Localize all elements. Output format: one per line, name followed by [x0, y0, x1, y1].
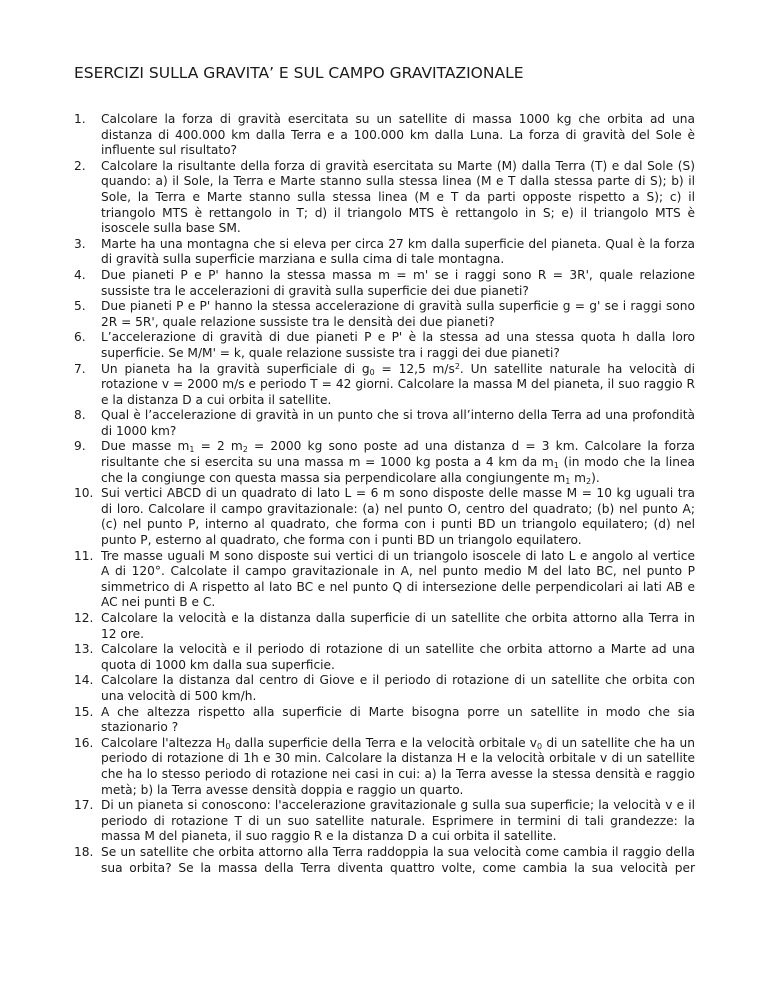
- exercise-item: [74, 798, 695, 845]
- exercise-item: [74, 112, 695, 159]
- text-run: = 2 m: [194, 439, 243, 454]
- exercise-text: Due pianeti P e P' hanno la stessa accelerazione di gravità sulla superficie g = g' se i raggi sono 2R = 5R', quale relazione sussiste tra le densità dei due pianeti?: [101, 299, 695, 329]
- subscript: 1: [553, 461, 559, 471]
- exercise-item: [74, 673, 695, 704]
- exercise-number: 13.: [74, 642, 94, 657]
- exercise-item: [74, 237, 695, 268]
- exercise-item: [74, 611, 695, 642]
- exercise-item: [74, 159, 695, 237]
- subscript: 0: [537, 741, 543, 751]
- exercise-number: 3.: [74, 236, 86, 251]
- subscript: 2: [242, 445, 248, 455]
- subscript: 1: [189, 445, 195, 455]
- document-title: ESERCIZI SULLA GRAVITA’ E SUL CAMPO GRAVITAZIONALE: [74, 64, 524, 82]
- text-run: dalla superficie della Terra e la velocità orbitale v: [230, 735, 538, 750]
- exercise-number: 11.: [74, 548, 94, 563]
- exercise-text: A che altezza rispetto alla superficie di Marte bisogna porre un satellite in modo che sia stazionario ?: [101, 704, 695, 735]
- exercise-number: 6.: [74, 330, 86, 345]
- exercise-number: 16.: [74, 735, 94, 750]
- exercise-number: 17.: [74, 798, 94, 813]
- exercise-number: 18.: [74, 844, 94, 859]
- text-run: . Un satellite naturale ha velocità di rotazione v = 2000 m/s e periodo T = 42 giorni. Calcolare la massa M del pianeta, il suo raggio R e la distanza D a cui orbita il satellite.: [101, 361, 695, 407]
- subscript: 0: [225, 741, 231, 751]
- text-run: di un satellite che ha un periodo di rotazione di 1h e 30 min. Calcolare la distanza H e la velocità orbitale v di un satellite che ha lo stesso periodo di rotazione nei casi in cui: a) la Terra avesse la stessa densità e raggio metà; b) la Terra avesse densità doppia e raggio un quarto.: [101, 735, 695, 797]
- exercise-item: [74, 362, 695, 409]
- exercise-text: Calcolare la risultante della forza di gravità esercitata su Marte (M) dalla Terra (T) e dal Sole (S) quando: a) il Sole, la Terra e Marte stanno sulla stessa linea (M e T dalla stessa parte di S); b) il Sole, la Terra e Marte stanno sulla stessa linea (M e T da parti opposte rispetto a S); c) il triangolo MTS è rettangolo in T; d) il triangolo MTS è rettangolo in S; e) il triangolo MTS è isoscele sulla base SM.: [101, 158, 695, 236]
- exercise-item: [74, 642, 695, 673]
- exercise-number: 10.: [74, 486, 94, 501]
- exercise-number: 2.: [74, 158, 86, 173]
- exercise-text: Calcolare la forza di gravità esercitata su un satellite di massa 1000 kg che orbita ad una distanza di 400.000 km dalla Terra e a 100.000 km dalla Luna. La forza di gravità del Sole è influente sul risultato?: [101, 112, 695, 158]
- exercise-item: [74, 845, 695, 876]
- exercise-list: [74, 112, 695, 876]
- exercise-number: 12.: [74, 611, 94, 625]
- exercise-item: [74, 299, 695, 330]
- exercise-text: Sui vertici ABCD di un quadrato di lato L = 6 m sono disposte delle masse M = 10 kg uguali tra di loro. Calcolare il campo gravitazionale: (a) nel punto O, centro del quadrato; (b) nel punto A; (c) nel punto P, interno al quadrato, che forma con i punti BD un triangolo equilatero; (d) nel punto P, esterno al quadrato, che forma con i punti BD un triangolo equilatero.: [101, 486, 695, 548]
- text-run: Due masse m: [101, 439, 190, 454]
- subscript: 2: [586, 476, 592, 486]
- subscript: 1: [565, 476, 571, 486]
- exercise-text: Marte ha una montagna che si eleva per circa 27 km dalla superficie del pianeta. Qual è la forza di gravità sulla superficie marziana e sulla cima di tale montagna.: [101, 236, 695, 267]
- exercise-text: [101, 362, 695, 409]
- text-run: Calcolare l'altezza H: [101, 735, 226, 750]
- exercise-number: 15.: [74, 704, 94, 719]
- exercise-text: Calcolare la distanza dal centro di Giove e il periodo di rotazione di un satellite che orbita con una velocità di 500 km/h.: [101, 673, 695, 703]
- exercise-text: Calcolare la velocità e il periodo di rotazione di un satellite che orbita attorno a Marte ad una quota di 1000 km dalla sua superficie.: [101, 642, 695, 672]
- text-run: = 12,5 m/s: [374, 361, 455, 376]
- exercise-number: 8.: [74, 408, 86, 423]
- exercise-text: L’accelerazione di gravità di due pianeti P e P' è la stessa ad una stessa quota h dalla loro superficie. Se M/M' = k, quale relazione sussiste tra i raggi dei due pianeti?: [101, 330, 695, 360]
- text-run: ).: [591, 470, 600, 485]
- text-run: m: [570, 470, 587, 485]
- text-run: Un pianeta ha la gravità superficiale di g: [101, 361, 370, 376]
- exercise-item: [74, 736, 695, 798]
- text-run: (in modo che la linea che la congiunge con questa massa sia perpendicolare alla congiungente m: [101, 455, 695, 485]
- exercise-number: 7.: [74, 361, 86, 376]
- exercise-item: [74, 439, 695, 486]
- exercise-number: 1.: [74, 112, 86, 126]
- exercise-item: [74, 408, 695, 439]
- subscript: 0: [369, 367, 375, 377]
- exercise-text: [101, 439, 695, 486]
- exercise-item: [74, 705, 695, 736]
- exercise-number: 4.: [74, 267, 86, 282]
- exercise-number: 9.: [74, 439, 86, 454]
- exercise-text: Qual è l’accelerazione di gravità in un punto che si trova all’interno della Terra ad una profondità di 1000 km?: [101, 408, 695, 438]
- exercise-item: [74, 268, 695, 299]
- exercise-item: [74, 549, 695, 611]
- exercise-text: [101, 736, 695, 798]
- exercise-number: 14.: [74, 673, 94, 688]
- exercise-text: Se un satellite che orbita attorno alla Terra raddoppia la sua velocità come cambia il raggio della sua orbita? Se la massa della Terra diventa quattro volte, come cambia la sua velocità per: [101, 844, 695, 875]
- exercise-text: Di un pianeta si conoscono: l'accelerazione gravitazionale g sulla sua superficie; la velocità v e il periodo di rotazione T di un suo satellite naturale. Esprimere in termini di tali grandezze: la massa M del pianeta, il suo raggio R e la distanza D a cui orbita il satellite.: [101, 798, 695, 844]
- exercise-text: Tre masse uguali M sono disposte sui vertici di un triangolo isoscele di lato L e angolo al vertice A di 120°. Calcolate il campo gravitazionale in A, nel punto medio M del lato BC, nel punto P simmetrico di A rispetto al lato BC e nel punto Q di intersezione delle perpendicolari ai lati AB e AC nei punti B e C.: [101, 548, 695, 610]
- exercise-item: [74, 486, 695, 548]
- superscript: 2: [454, 361, 460, 371]
- exercise-number: 5.: [74, 299, 86, 314]
- text-run: = 2000 kg sono poste ad una distanza d = 3 km. Calcolare la forza risultante che si esercita su una massa m = 1000 kg posta a 4 km da m: [101, 439, 695, 470]
- exercise-item: [74, 330, 695, 361]
- exercise-text: Due pianeti P e P' hanno la stessa massa m = m' se i raggi sono R = 3R', quale relazione sussiste tra le accelerazioni di gravità sulla superficie dei due pianeti?: [101, 267, 695, 298]
- exercise-text: Calcolare la velocità e la distanza dalla superficie di un satellite che orbita attorno alla Terra in 12 ore.: [101, 611, 695, 641]
